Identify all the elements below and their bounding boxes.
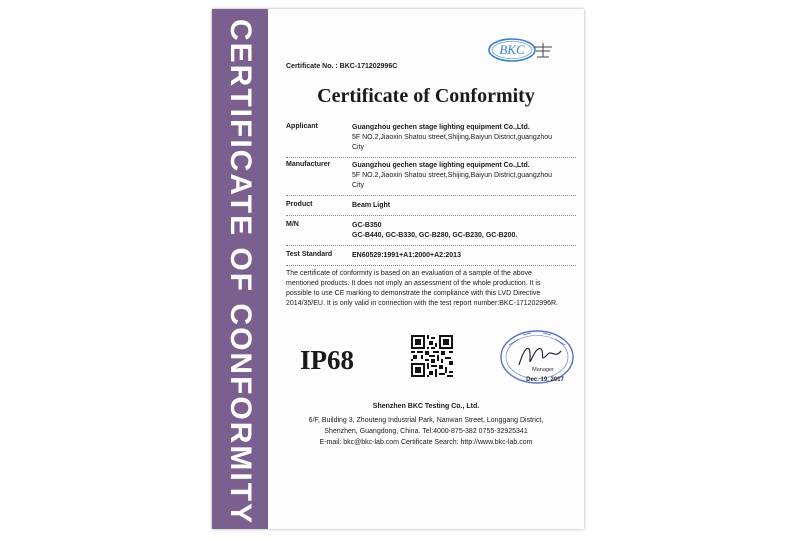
sidebar-title: CERTIFICATE OF CONFORMITY <box>224 19 257 526</box>
applicant-name: Guangzhou gechen stage lighting equipment Co.,Ltd. <box>352 124 530 131</box>
model-number-value <box>352 221 572 241</box>
statement-line: mentioned products. It does not imply an assessment of the whole production. It is <box>286 280 541 287</box>
stamp-role: Manager <box>532 367 554 373</box>
issuer-address-line2: Shenzhen, Guangdong, China. Tel:4000-875-382 0755-32925341 <box>324 428 528 435</box>
issuer-name: Shenzhen BKC Testing Co., Ltd. <box>372 403 480 410</box>
applicant-label: Applicant <box>286 123 318 130</box>
manufacturer-city: City <box>352 182 365 189</box>
divider <box>286 245 576 246</box>
manufacturer-value <box>352 161 572 191</box>
applicant-value <box>352 123 572 153</box>
bkc-logo <box>486 37 556 63</box>
issuer-contact: E-mail: bkc@bkc-lab.com Certificate Search: http://www.bkc-lab.com <box>319 439 533 446</box>
statement-line: The certificate of conformity is based on an evaluation of a sample of the above <box>286 270 532 277</box>
logo-text: BKC <box>499 42 525 57</box>
test-standard-label: Test Standard <box>286 251 333 258</box>
certificate-sidebar <box>212 9 268 529</box>
ip-rating: IP68 <box>300 345 354 375</box>
issuer-address-line1: 6/F, Building 3, Zhouteng Industrial Park, Nanwan Street, Longgang District, <box>308 417 544 424</box>
signature <box>519 348 561 365</box>
manufacturer-name: Guangzhou gechen stage lighting equipment Co.,Ltd. <box>352 162 530 169</box>
applicant-address: 5F NO.2,Jiaoxin Shatou street,Shijing,Baiyun District,guangzhou <box>352 134 552 141</box>
divider <box>286 195 576 196</box>
model-number-variants: GC-B440, GC-B330, GC-B280, GC-B230, GC-B200. <box>352 232 518 239</box>
product-name: Beam Light <box>352 202 391 209</box>
certificate-number: Certificate No. : BKC-171202996C <box>286 63 398 70</box>
qr-code <box>411 335 453 377</box>
statement-line: possible to use CE marking to demonstrate the compliance with this LVD Directive <box>286 290 541 297</box>
applicant-city: City <box>352 144 365 151</box>
divider <box>286 157 576 158</box>
stamp-date: Dec. 19, 2017 <box>526 377 564 383</box>
product-value <box>352 201 572 211</box>
model-number-primary: GC-B350 <box>352 222 382 229</box>
test-standard-text: EN60529:1991+A1:2000+A2:2013 <box>352 252 461 259</box>
certificate-page <box>212 9 584 529</box>
divider <box>286 215 576 216</box>
manufacturer-address: 5F NO.2,Jiaoxin Shatou street,Shijing,Baiyun District,guangzhou <box>352 172 552 179</box>
certificate-title: Certificate of Conformity <box>317 85 535 107</box>
model-number-label: M/N <box>286 221 299 228</box>
product-label: Product <box>286 201 313 208</box>
manufacturer-label: Manufacturer <box>286 161 331 168</box>
statement-line: 2014/35/EU. It is only valid in connection with the test report number:BKC-171202996R. <box>286 300 558 307</box>
official-stamp <box>497 329 579 387</box>
conformity-statement <box>286 269 579 309</box>
test-standard-value <box>352 251 572 261</box>
divider <box>286 265 576 266</box>
